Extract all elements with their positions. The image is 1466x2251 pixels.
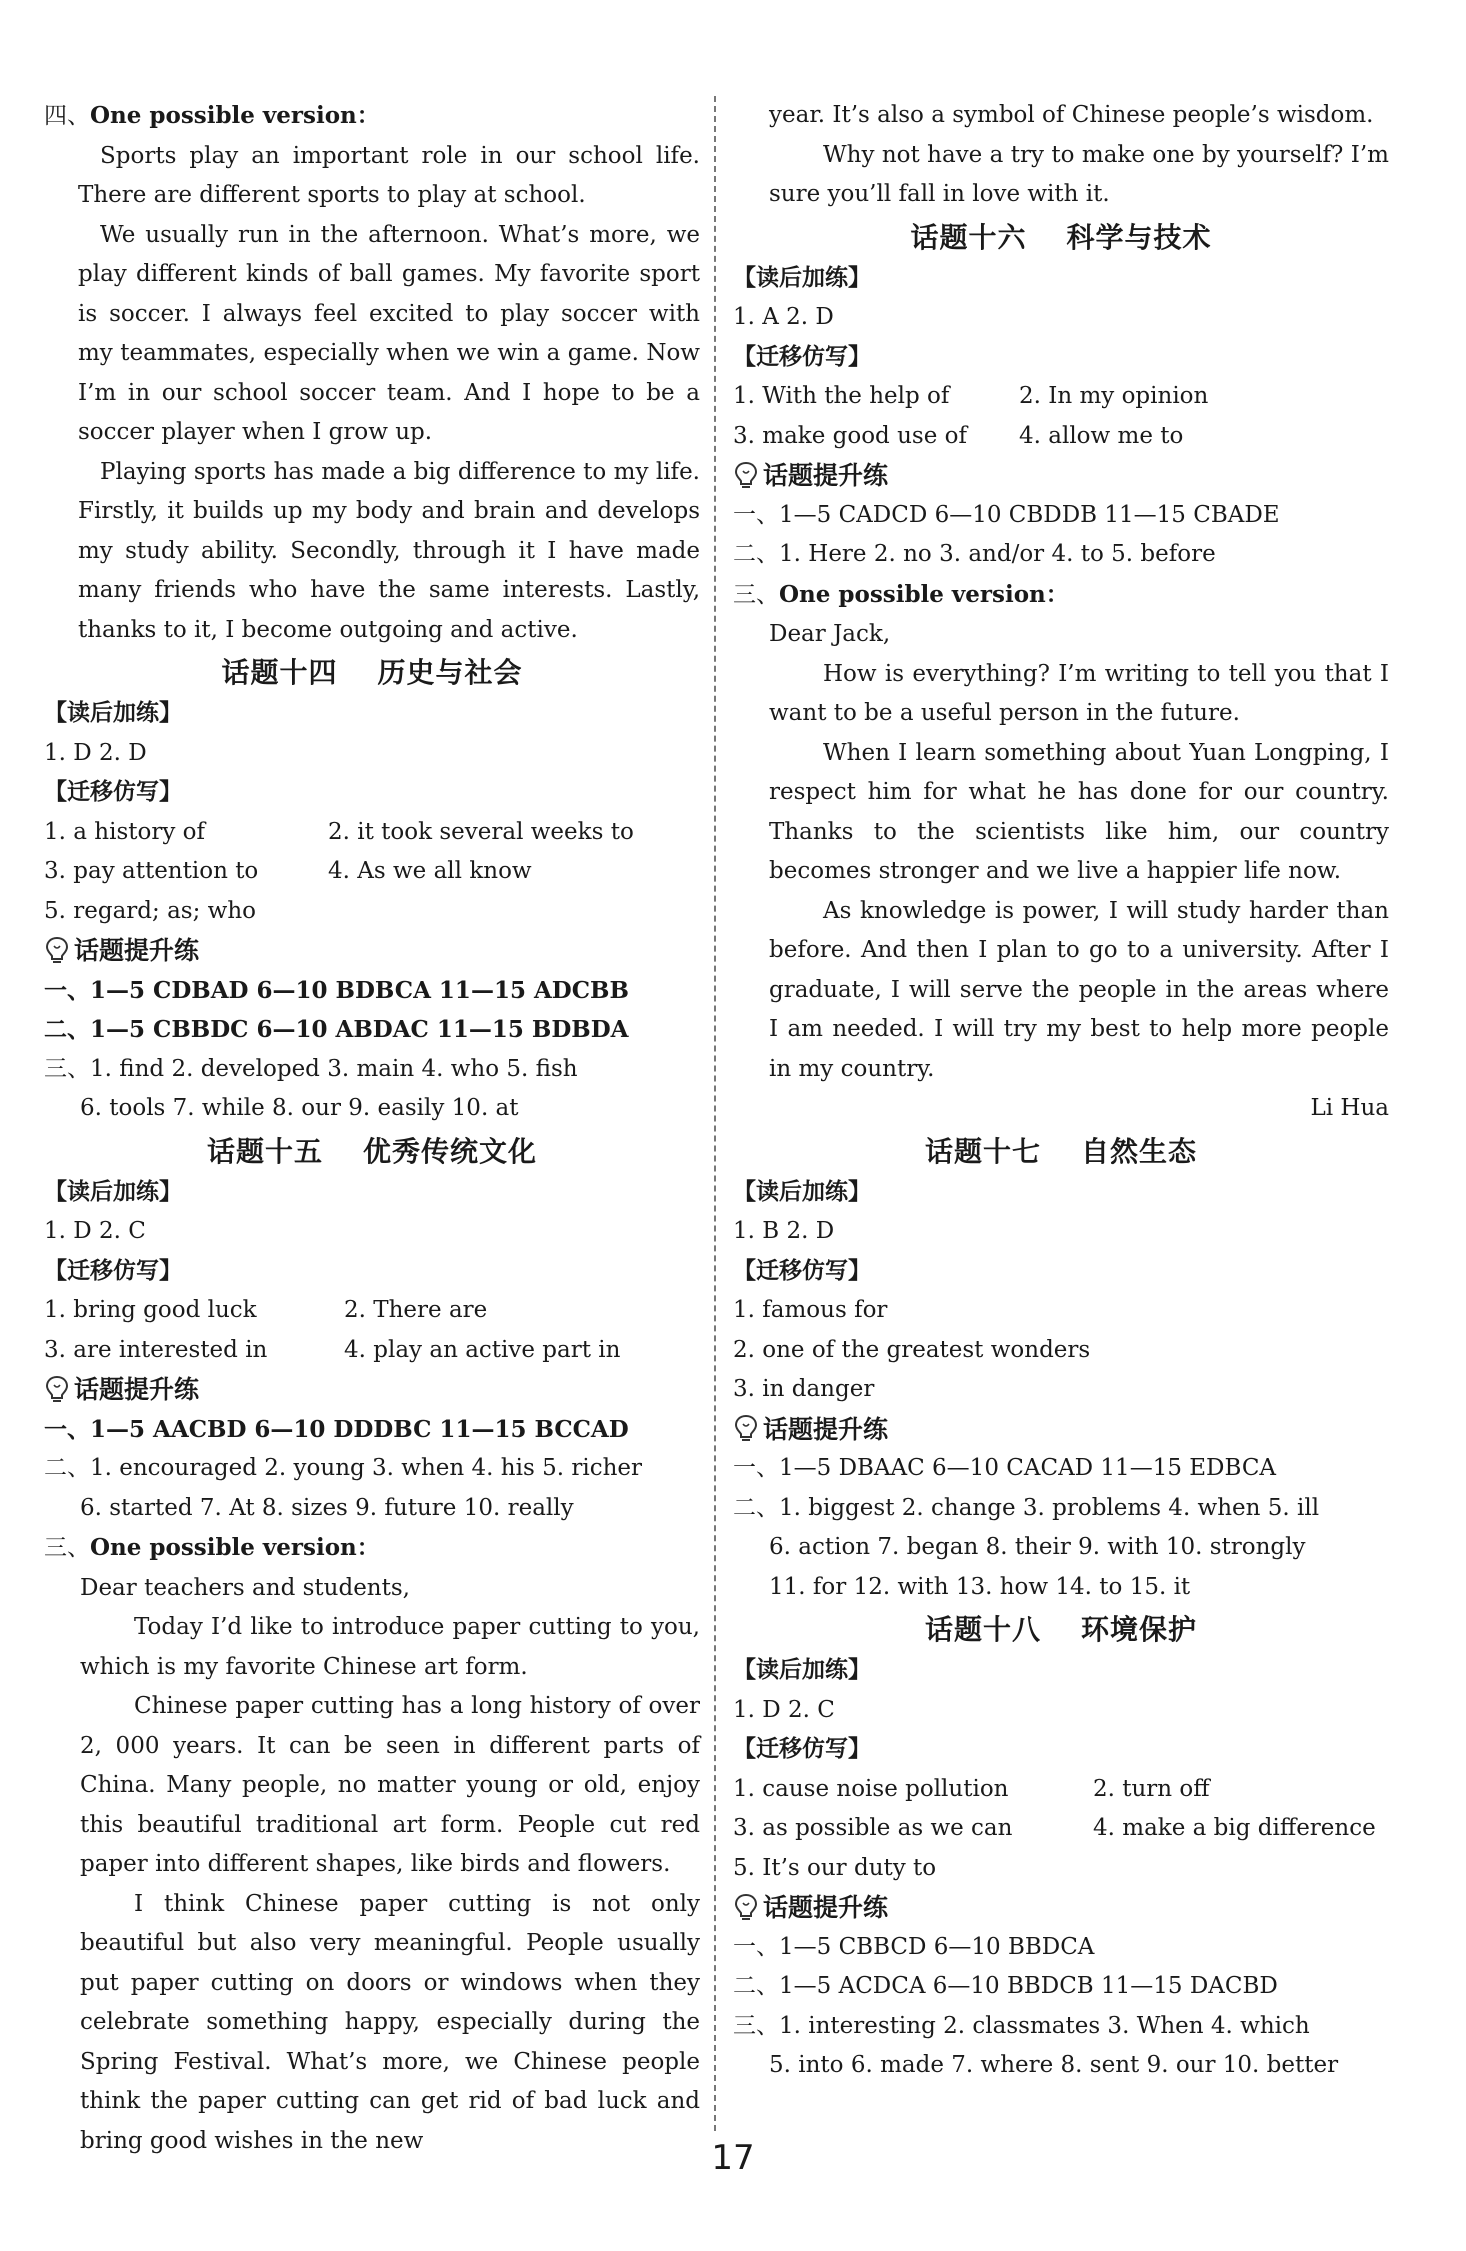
topic-upgrade-heading xyxy=(733,456,1389,496)
answer-line: 6. started 7. At 8. sizes 9. future 10. really xyxy=(80,1494,574,1521)
essay-paragraph: Why not have a try to make one by yourself? I’m sure you’ll fall in love with it. xyxy=(769,141,1389,207)
letter-greeting: Dear Jack, xyxy=(769,621,891,647)
section-four-heading xyxy=(44,96,700,137)
topic-upgrade-heading xyxy=(44,931,700,971)
answer-line: 1. D 2. C xyxy=(44,1218,146,1244)
topic-upgrade-label: 话题提升练 xyxy=(763,1893,889,1922)
answer-line: 1. D 2. D xyxy=(44,739,147,766)
answer-item: 1. cause noise pollution xyxy=(733,1775,1009,1802)
answer-line: 三、1. interesting 2. classmates 3. When 4. which xyxy=(733,2012,1310,2039)
answer-line: 3. in danger xyxy=(733,1376,875,1402)
essay-paragraph: I think Chinese paper cutting is not only beautiful but also very meaningful. People usually put paper cutting on doors or windows when they celebrate something happy, especially during the Spring Festival. What’s more, we Chinese people think the paper cutting can get rid of bad luck and bring good wishes in the new xyxy=(80,1890,700,2154)
answer-line: 1. B 2. D xyxy=(733,1218,835,1244)
topic-title xyxy=(44,1131,700,1173)
transfer-writing-label: 【迁移仿写】 xyxy=(733,343,871,370)
column-divider xyxy=(714,96,716,2131)
answer-row xyxy=(733,1809,1389,1849)
answer-line: 1. famous for xyxy=(733,1297,888,1323)
answer-item: 2. There are xyxy=(344,1297,488,1323)
answer-item: 3. make good use of xyxy=(733,422,967,449)
answer-item: 1. With the help of xyxy=(733,383,950,409)
page-number: 17 xyxy=(711,2138,755,2178)
topic-name: 科学与技术 xyxy=(1066,220,1212,254)
answer-row xyxy=(44,1331,700,1371)
answer-item: 2. In my opinion xyxy=(1019,383,1209,409)
answer-item: 2. it took several weeks to xyxy=(328,818,634,845)
answer-line: 一、1—5 CDBAD 6—10 BDBCA 11—15 ADCBB xyxy=(44,976,629,1004)
topic-number: 话题十六 xyxy=(910,220,1027,254)
lightbulb-icon xyxy=(733,1414,759,1444)
answer-item: 2. turn off xyxy=(1093,1775,1210,1802)
topic-upgrade-label: 话题提升练 xyxy=(74,936,200,965)
lightbulb-icon xyxy=(733,461,759,491)
topic-upgrade-label: 话题提升练 xyxy=(74,1375,200,1404)
topic-upgrade-label: 话题提升练 xyxy=(763,461,889,490)
essay-paragraph: When I learn something about Yuan Longping, I respect him for what he has done for our country. Thanks to the scientists like him, our country becomes stronger and we live a happier life now. xyxy=(769,739,1389,884)
answer-row xyxy=(44,1291,700,1331)
answer-item: 3. as possible as we can xyxy=(733,1815,1013,1841)
topic-upgrade-label: 话题提升练 xyxy=(763,1414,889,1444)
topic-upgrade-heading xyxy=(733,1888,1389,1928)
topic-number: 话题十七 xyxy=(924,1134,1041,1168)
read-practice-label: 【读后加练】 xyxy=(44,700,182,726)
answer-row xyxy=(44,852,700,892)
answer-item: 4. play an active part in xyxy=(344,1336,621,1363)
lightbulb-icon xyxy=(733,1893,759,1923)
answer-line: 二、1. encouraged 2. young 3. when 4. his 5. richer xyxy=(44,1455,642,1481)
lightbulb-icon xyxy=(44,936,70,966)
answer-item: 3. pay attention to xyxy=(44,858,259,884)
section-three-heading xyxy=(44,1528,700,1569)
section-three-heading xyxy=(733,575,1389,616)
essay-paragraph: Playing sports has made a big difference to my life. Firstly, it builds up my body and brain and develops my study ability. Secondly, through it I have made many friends who have the same interests. Lastly, thanks to it, I become outgoing and active. xyxy=(78,458,700,643)
topic-upgrade-heading xyxy=(733,1410,1389,1450)
letter-signature: Li Hua xyxy=(1310,1095,1389,1121)
answer-line: 11. for 12. with 13. how 14. to 15. it xyxy=(769,1573,1191,1600)
possible-version-label: One possible version： xyxy=(90,1534,380,1561)
answer-row xyxy=(733,377,1389,417)
essay-paragraph: Today I’d like to introduce paper cutting to you, which is my favorite Chinese art form. xyxy=(80,1614,700,1680)
answer-row xyxy=(733,417,1389,457)
letter-greeting: Dear teachers and students, xyxy=(80,1574,410,1601)
topic-name: 环境保护 xyxy=(1081,1613,1198,1646)
topic-name: 历史与社会 xyxy=(377,656,523,689)
answer-line: 2. one of the greatest wonders xyxy=(733,1336,1091,1363)
essay-paragraph: We usually run in the afternoon. What’s more, we play different kinds of ball games. My favorite sport is soccer. I always feel excited to play soccer with my teammates, especially when we win a game. Now I’m in our school soccer team. And I hope to be a soccer player when I grow up. xyxy=(78,221,700,445)
transfer-writing-label: 【迁移仿写】 xyxy=(44,1257,182,1284)
possible-version-label: One possible version： xyxy=(779,580,1069,608)
answer-line: 5. It’s our duty to xyxy=(733,1854,937,1881)
topic-number: 话题十四 xyxy=(221,656,338,689)
answer-line: 5. into 6. made 7. where 8. sent 9. our 10. better xyxy=(769,2052,1339,2078)
answer-item: 4. make a big difference xyxy=(1093,1815,1376,1841)
topic-title xyxy=(44,652,700,694)
topic-name: 自然生态 xyxy=(1081,1134,1198,1168)
answer-item: 4. As we all know xyxy=(328,858,532,884)
answer-line: 5. regard; as; who xyxy=(44,897,256,924)
essay-paragraph: Sports play an important role in our school life. There are different sports to play at school. xyxy=(78,142,700,208)
answer-item: 1. bring good luck xyxy=(44,1297,257,1323)
topic-title xyxy=(733,217,1389,259)
essay-paragraph: year. It’s also a symbol of Chinese people’s wisdom. xyxy=(769,102,1374,128)
answer-row xyxy=(733,1770,1389,1810)
answer-line: 二、1. biggest 2. change 3. problems 4. when 5. ill xyxy=(733,1494,1320,1521)
answer-line: 一、1—5 CADCD 6—10 CBDDB 11—15 CBADE xyxy=(733,501,1280,528)
read-practice-label: 【读后加练】 xyxy=(44,1178,182,1205)
left-column xyxy=(44,96,700,2161)
transfer-writing-label: 【迁移仿写】 xyxy=(733,1257,871,1284)
section-number: 三、 xyxy=(733,581,779,608)
answer-item: 4. allow me to xyxy=(1019,422,1184,449)
answer-line: 一、1—5 CBBCD 6—10 BBDCA xyxy=(733,1933,1095,1960)
transfer-writing-label: 【迁移仿写】 xyxy=(733,1736,871,1762)
answer-line: 一、1—5 AACBD 6—10 DDDBC 11—15 BCCAD xyxy=(44,1415,629,1443)
topic-number: 话题十五 xyxy=(206,1134,323,1168)
lightbulb-icon xyxy=(44,1375,70,1405)
answer-line: 一、1—5 DBAAC 6—10 CACAD 11—15 EDBCA xyxy=(733,1455,1277,1481)
topic-name: 优秀传统文化 xyxy=(363,1134,538,1168)
possible-version-label: One possible version： xyxy=(90,102,380,129)
answer-item: 1. a history of xyxy=(44,818,205,845)
read-practice-label: 【读后加练】 xyxy=(733,264,871,291)
answer-line: 1. D 2. C xyxy=(733,1696,835,1723)
answer-line: 三、1. find 2. developed 3. main 4. who 5. fish xyxy=(44,1055,578,1082)
topic-upgrade-heading xyxy=(44,1370,700,1410)
section-number: 三、 xyxy=(44,1535,90,1561)
answer-line: 6. action 7. began 8. their 9. with 10. strongly xyxy=(769,1534,1306,1560)
topic-title xyxy=(733,1131,1389,1173)
essay-paragraph: How is everything? I’m writing to tell you that I want to be a useful person in the future. xyxy=(769,660,1389,726)
read-practice-label: 【读后加练】 xyxy=(733,1657,871,1683)
essay-paragraph: Chinese paper cutting has a long history of over 2, 000 years. It can be seen in different parts of China. Many people, no matter young or old, enjoy this beautiful traditional art form. People cut red paper into different shapes, like birds and flowers. xyxy=(80,1693,700,1877)
answer-line: 1. A 2. D xyxy=(733,304,834,330)
essay-paragraph: As knowledge is power, I will study harder than before. And then I plan to go to a university. After I graduate, I will serve the people in the areas where I am needed. I will try my best to help more people in my country. xyxy=(769,897,1389,1082)
right-column xyxy=(733,96,1389,2086)
topic-number: 话题十八 xyxy=(924,1613,1041,1646)
answer-line: 6. tools 7. while 8. our 9. easily 10. at xyxy=(80,1095,519,1121)
answer-line: 二、1—5 ACDCA 6—10 BBDCB 11—15 DACBD xyxy=(733,1973,1278,1999)
section-number: 四、 xyxy=(44,103,90,129)
answer-line: 二、1—5 CBBDC 6—10 ABDAC 11—15 BDBDA xyxy=(44,1016,629,1043)
topic-title xyxy=(733,1609,1389,1651)
transfer-writing-label: 【迁移仿写】 xyxy=(44,779,182,805)
answer-item: 3. are interested in xyxy=(44,1336,268,1363)
read-practice-label: 【读后加练】 xyxy=(733,1178,871,1205)
answer-row xyxy=(44,813,700,853)
answer-line: 二、1. Here 2. no 3. and/or 4. to 5. before xyxy=(733,541,1216,567)
